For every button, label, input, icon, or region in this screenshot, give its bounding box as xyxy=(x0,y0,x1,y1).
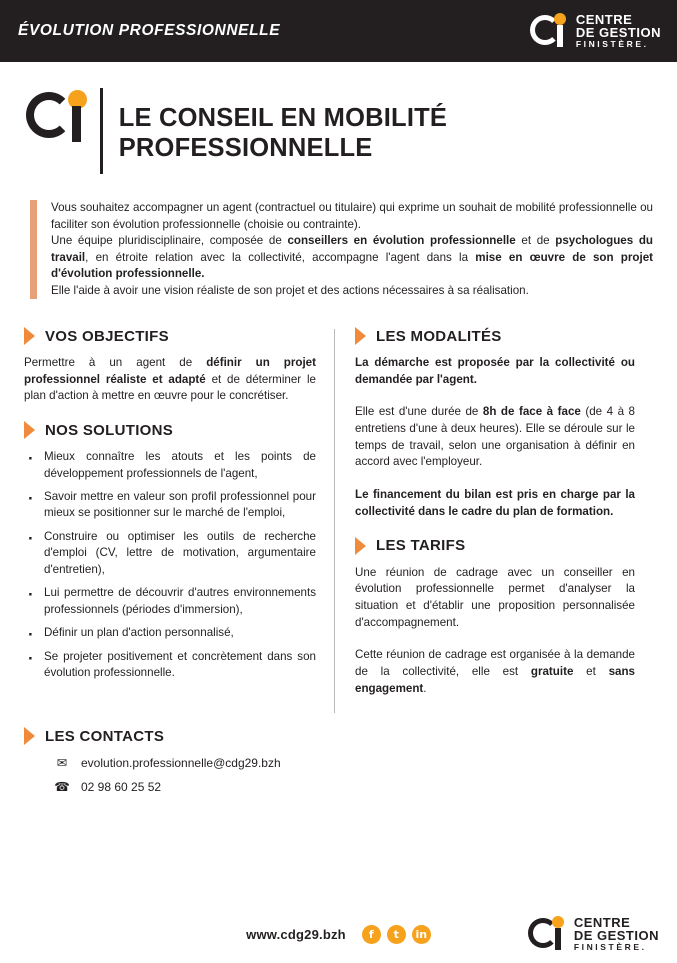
arrow-icon xyxy=(355,537,366,555)
contact-list xyxy=(54,755,653,794)
list-item: · Construire ou optimiser les outils de recherche d'emploi (CV, lettre de motivation, argumentaire d'entretien), xyxy=(24,529,316,578)
contact-phone[interactable]: 02 98 60 25 52 xyxy=(81,779,162,794)
arrow-icon xyxy=(24,421,35,439)
contact-email[interactable]: evolution.professionnelle@cdg29.bzh xyxy=(81,755,281,770)
page-title: LE CONSEIL EN MOBILITÉ PROFESSIONNELLE xyxy=(118,104,448,163)
cdg-logo-icon xyxy=(530,12,568,50)
section-solutions-title: NOS SOLUTIONS xyxy=(45,421,174,439)
intro-accent-bar xyxy=(30,200,37,299)
section-tarifs-title: LES TARIFS xyxy=(376,537,466,555)
title-block xyxy=(0,62,677,186)
modalites-paragraph-1: La démarche est proposée par la collectivité ou demandée par l'agent. xyxy=(355,356,635,386)
logo-line-3: FINISTÈRE. xyxy=(575,39,649,50)
logo-line-2: DE GESTION xyxy=(575,25,661,41)
intro-text xyxy=(51,200,653,299)
section-solutions-header xyxy=(24,421,316,439)
section-modalites-header xyxy=(355,327,635,345)
section-objectifs-header xyxy=(24,327,316,345)
facebook-icon[interactable]: f xyxy=(362,925,381,944)
logo-line-1: CENTRE xyxy=(573,914,631,930)
logo-line-1: CENTRE xyxy=(575,11,633,27)
contact-phone-row[interactable] xyxy=(54,779,653,794)
list-item: · Lui permettre de découvrir d'autres environnements professionnels (périodes d'immersion), xyxy=(24,585,316,618)
content-columns xyxy=(24,327,653,713)
title-divider xyxy=(100,88,103,174)
footer-website-url[interactable]: www.cdg29.bzh xyxy=(246,926,346,942)
intro-paragraph-1: Vous souhaitez accompagner un agent (contractuel ou titulaire) qui exprime un souhait de mobilité professionnelle ou faciliter son évolution professionnelle (choisie ou contrainte). xyxy=(51,201,653,231)
intro-block xyxy=(30,200,653,299)
left-column xyxy=(24,327,334,713)
right-column xyxy=(335,327,635,713)
section-contacts-title: LES CONTACTS xyxy=(45,727,165,745)
envelope-icon: ✉ xyxy=(56,756,68,771)
footer-logo-text xyxy=(574,916,659,952)
solutions-list xyxy=(24,449,316,681)
social-links[interactable] xyxy=(362,925,431,944)
list-item: · Savoir mettre en valeur son profil professionnel pour mieux se positionner sur le marché de l'emploi, xyxy=(24,489,316,522)
top-banner xyxy=(0,0,677,62)
section-objectifs-title: VOS OBJECTIFS xyxy=(45,327,169,345)
arrow-icon xyxy=(24,727,35,745)
objectifs-text: Permettre à un agent de définir un projet professionnel réaliste et adapté et de déterminer le plan d'action à mettre en œuvre pour le concrétiser. xyxy=(24,356,317,403)
header-logo-text xyxy=(576,13,661,49)
contact-email-row[interactable] xyxy=(54,755,653,770)
list-item: · Mieux connaître les atouts et les points de développement professionnels de l'agent, xyxy=(24,449,316,482)
logo-line-2: DE GESTION xyxy=(573,928,659,944)
section-contacts-header xyxy=(24,727,653,745)
header-logo xyxy=(530,12,661,50)
logo-line-3: FINISTÈRE. xyxy=(573,942,647,953)
document-logo-icon xyxy=(24,86,92,148)
modalites-paragraph-3: Le financement du bilan est pris en charge par la collectivité dans le cadre du plan de formation. xyxy=(355,488,635,518)
arrow-icon xyxy=(24,327,35,345)
section-modalites-title: LES MODALITÉS xyxy=(376,327,502,345)
twitter-icon[interactable]: t xyxy=(387,925,406,944)
section-tarifs-header xyxy=(355,537,635,555)
tarifs-paragraph-2: Cette réunion de cadrage est organisée à la demande de la collectivité, elle est gratuite et sans engagement. xyxy=(355,648,635,695)
tarifs-paragraph-1: Une réunion de cadrage avec un conseiller en évolution professionnelle permet d'analyser la situation et d'établir une proposition personnalisée d'accompagnement. xyxy=(355,565,635,629)
footer-logo xyxy=(528,915,659,953)
intro-paragraph-2: Une équipe pluridisciplinaire, composée de conseillers en évolution professionnelle et de psychologues du travail, en étroite relation avec la collectivité, accompagne l'agent dans la mise en œuvre de son projet d'évolution professionnelle. xyxy=(51,234,654,281)
intro-paragraph-3: Elle l'aide à avoir une vision réaliste de son projet et des actions nécessaires à sa réalisation. xyxy=(51,283,529,297)
cdg-logo-icon xyxy=(528,915,566,953)
phone-icon: ☎ xyxy=(54,780,70,795)
footer xyxy=(0,905,677,963)
modalites-paragraph-2: Elle est d'une durée de 8h de face à face (de 4 à 8 entretiens d'une à deux heures). Elle se déroule sur le temps de travail, selon une organisation à définir en accord avec l'employeur. xyxy=(355,405,635,469)
contacts-section xyxy=(24,727,653,794)
list-item: · Se projeter positivement et concrètement dans son évolution professionnelle. xyxy=(24,649,316,682)
list-item: · Définir un plan d'action personnalisé, xyxy=(24,625,316,641)
linkedin-icon[interactable]: in xyxy=(412,925,431,944)
arrow-icon xyxy=(355,327,366,345)
banner-title: ÉVOLUTION PROFESSIONNELLE xyxy=(18,22,281,39)
